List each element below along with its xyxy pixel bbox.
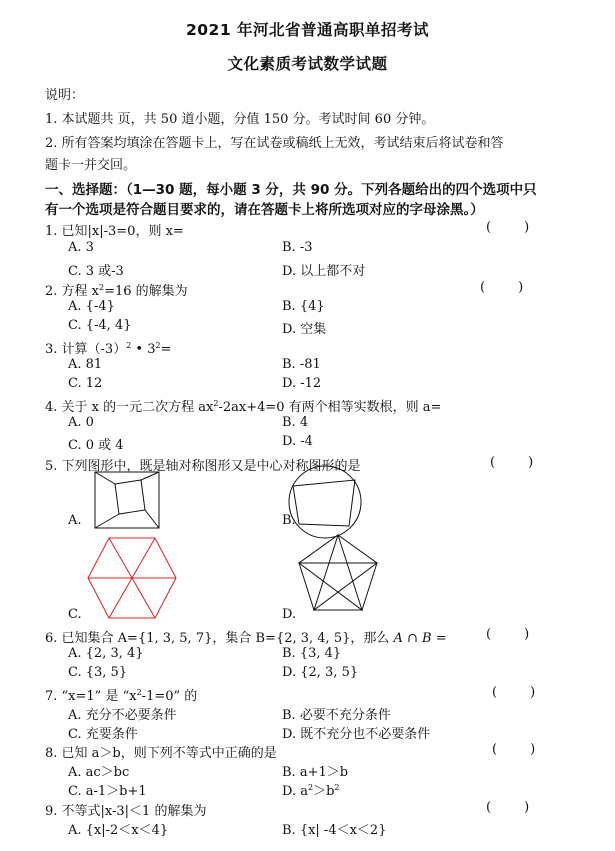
question-1-stem: 1. 已知|x|-3=0，则 x=: [45, 224, 184, 239]
q3-option-b: B. -81: [282, 357, 321, 372]
q8-option-c: C. a-1＞b+1: [68, 784, 147, 799]
q8-option-d: D. $a^2>b^2$: [282, 783, 340, 799]
q7-option-b: B. 必要不充分条件: [282, 708, 391, 723]
q1-option-c: C. 3 或-3: [68, 264, 124, 279]
question-3-stem: 3. 计算$(-3)^2$ • $3^2=$: [45, 341, 172, 357]
section-heading: 一、选择题：（1—30 题，每小题 3 分，共 90 分。下列各题给出的四个选项中只: [45, 182, 537, 198]
q3-option-a: A. 81: [68, 357, 103, 372]
answer-blank: ( ): [490, 455, 534, 470]
q2-option-c: C. {-4, 4}: [68, 318, 132, 333]
answer-blank: ( ): [486, 220, 530, 235]
answer-blank: ( ): [480, 280, 524, 295]
q5-option-d: D.: [282, 607, 297, 622]
instructions-label: 说明：: [45, 88, 85, 103]
question-9-stem: 9. 不等式|x-3|＜1 的解集为: [45, 804, 207, 819]
exam-title: 2021 年河北省普通高职单招考试: [185, 21, 430, 39]
q9-option-a: A. {x|-2＜x＜4}: [68, 823, 169, 838]
question-7-stem: 7. “x=1” 是 “$x^2-1=0$” 的: [45, 688, 198, 704]
q8-option-b: B. a+1＞b: [282, 765, 349, 780]
q4-option-a: A. 0: [68, 415, 94, 430]
section-heading-cont: 有一个选项是符合题目要求的，请在答题卡上将所选项对应的字母涂黑。）: [45, 202, 484, 218]
answer-blank: ( ): [486, 800, 530, 815]
q1-option-d: D. 以上都不对: [282, 264, 366, 279]
figure-b-circle-quadrilateral: [285, 462, 365, 542]
q7-option-c: C. 充要条件: [68, 727, 138, 742]
q5-option-b: B.: [282, 513, 296, 528]
q1-option-a: A. 3: [68, 240, 94, 255]
answer-blank: ( ): [492, 742, 536, 757]
q2-option-d: D. 空集: [282, 322, 327, 337]
q6-option-a: A. {2, 3, 4}: [68, 646, 144, 661]
q5-option-c: C.: [68, 607, 82, 622]
q4-option-c: C. 0 或 4: [68, 438, 124, 453]
q8-option-a: A. ac＞bc: [68, 765, 130, 780]
question-6-stem: 6. 已知集合 A={1, 3, 5, 7}，集合 B={2, 3, 4, 5}，那么 A ∩ B =: [45, 631, 447, 646]
q7-option-d: D. 既不充分也不必要条件: [282, 727, 431, 742]
q2-option-a: A. {-4}: [68, 299, 115, 314]
q2-option-b: B. {4}: [282, 299, 325, 314]
q6-option-c: C. {3, 5}: [68, 665, 128, 680]
answer-blank: ( ): [492, 685, 536, 700]
figure-c-hexagon: [86, 536, 178, 620]
figure-d-pentagram: [296, 532, 380, 616]
q4-option-b: B. 4: [282, 415, 309, 430]
q9-option-b: B. {x| -4＜x＜2}: [282, 823, 387, 838]
q3-option-d: D. -12: [282, 376, 322, 391]
q4-option-d: D. -4: [282, 434, 313, 449]
q7-option-a: A. 充分不必要条件: [68, 708, 177, 723]
q6-option-b: B. {3, 4}: [282, 646, 342, 661]
figure-a-pinwheel-square: [93, 470, 165, 532]
q5-option-a: A.: [68, 513, 82, 528]
q6-option-d: D. {2, 3, 5}: [282, 665, 359, 680]
question-5-stem: 5. 下列图形中，既是轴对称图形又是中心对称图形的是: [45, 459, 361, 474]
answer-blank: ( ): [486, 627, 530, 642]
instruction-1: 1. 本试题共 页，共 50 道小题，分值 150 分。考试时间 60 分钟。: [45, 112, 435, 127]
q1-option-b: B. -3: [282, 240, 313, 255]
question-2-stem: 2. 方程 $x^2=16$ 的解集为: [45, 283, 188, 299]
instruction-2: 2. 所有答案均填涂在答题卡上，写在试卷或稿纸上无效，考试结束后将试卷和答: [45, 136, 504, 151]
instruction-2-cont: 题卡一并交回。: [45, 158, 137, 173]
question-4-stem: 4. 关于 x 的一元二次方程 $ax^2-2ax+4=0$ 有两个相等实数根，则 a=: [45, 399, 442, 415]
exam-subtitle: 文化素质考试数学试题: [227, 55, 388, 73]
question-8-stem: 8. 已知 a＞b，则下列不等式中正确的是: [45, 746, 277, 761]
q3-option-c: C. 12: [68, 376, 103, 391]
